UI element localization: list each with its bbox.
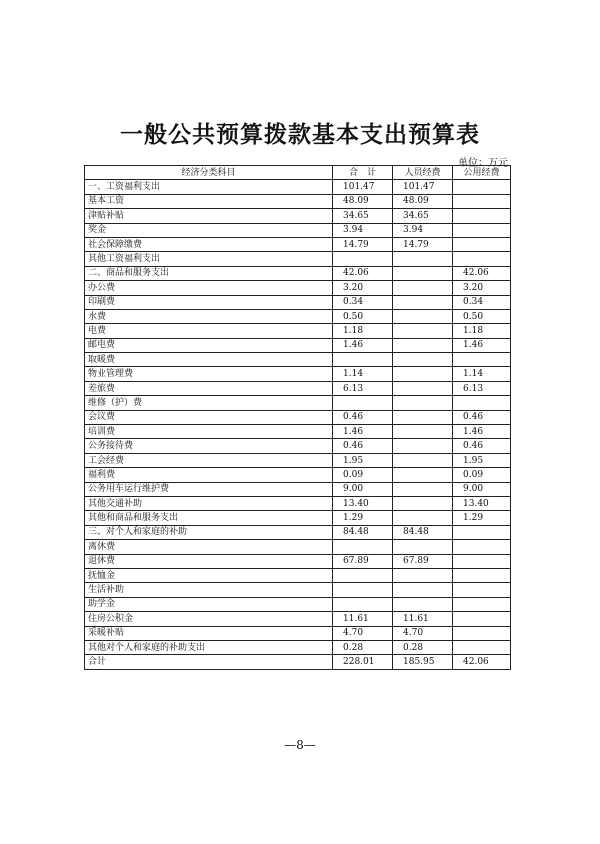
cell-category: 邮电费 bbox=[85, 338, 333, 352]
table-row bbox=[85, 194, 511, 208]
cell-total: 34.65 bbox=[333, 209, 393, 223]
cell-total: 14.79 bbox=[333, 237, 393, 251]
cell-public: 1.18 bbox=[453, 324, 511, 338]
table-row bbox=[85, 180, 511, 194]
cell-category: 其他工资福利支出 bbox=[85, 252, 333, 266]
table-row bbox=[85, 338, 511, 352]
cell-category: 抚恤金 bbox=[85, 568, 333, 582]
cell-total bbox=[333, 568, 393, 582]
cell-category: 取暖费 bbox=[85, 353, 333, 367]
cell-category: 助学金 bbox=[85, 597, 333, 611]
cell-personnel bbox=[393, 381, 453, 395]
cell-category: 其他对个人和家庭的补助支出 bbox=[85, 640, 333, 654]
cell-personnel: 34.65 bbox=[393, 209, 453, 223]
cell-category: 离休费 bbox=[85, 540, 333, 554]
cell-personnel: 11.61 bbox=[393, 612, 453, 626]
cell-category: 会议费 bbox=[85, 410, 333, 424]
cell-total bbox=[333, 396, 393, 410]
table-row bbox=[85, 597, 511, 611]
cell-total: 67.89 bbox=[333, 554, 393, 568]
cell-public: 6.13 bbox=[453, 381, 511, 395]
table-row bbox=[85, 223, 511, 237]
table-row bbox=[85, 209, 511, 223]
cell-total bbox=[333, 252, 393, 266]
unit-label: 单位：万元 bbox=[458, 158, 508, 169]
cell-public bbox=[453, 540, 511, 554]
table-row bbox=[85, 453, 511, 467]
cell-personnel: 14.79 bbox=[393, 237, 453, 251]
cell-personnel bbox=[393, 496, 453, 510]
cell-public bbox=[453, 180, 511, 194]
cell-personnel bbox=[393, 425, 453, 439]
cell-public: 0.46 bbox=[453, 439, 511, 453]
cell-public: 1.29 bbox=[453, 511, 511, 525]
cell-personnel bbox=[393, 540, 453, 554]
table-row bbox=[85, 468, 511, 482]
cell-public bbox=[453, 252, 511, 266]
cell-category: 基本工资 bbox=[85, 194, 333, 208]
cell-category: 津贴补贴 bbox=[85, 209, 333, 223]
cell-total: 9.00 bbox=[333, 482, 393, 496]
cell-total: 13.40 bbox=[333, 496, 393, 510]
cell-public: 1.95 bbox=[453, 453, 511, 467]
cell-total: 1.46 bbox=[333, 425, 393, 439]
cell-personnel bbox=[393, 410, 453, 424]
cell-personnel bbox=[393, 281, 453, 295]
cell-total: 0.28 bbox=[333, 640, 393, 654]
cell-public: 42.06 bbox=[453, 266, 511, 280]
cell-total bbox=[333, 583, 393, 597]
cell-public bbox=[453, 583, 511, 597]
cell-personnel bbox=[393, 252, 453, 266]
cell-total: 11.61 bbox=[333, 612, 393, 626]
cell-personnel bbox=[393, 266, 453, 280]
cell-public bbox=[453, 237, 511, 251]
cell-category: 公务接待费 bbox=[85, 439, 333, 453]
cell-category: 住房公积金 bbox=[85, 612, 333, 626]
table-row bbox=[85, 612, 511, 626]
cell-public: 0.46 bbox=[453, 410, 511, 424]
table-row bbox=[85, 583, 511, 597]
table-row bbox=[85, 324, 511, 338]
cell-personnel bbox=[393, 511, 453, 525]
cell-total: 4.70 bbox=[333, 626, 393, 640]
cell-public bbox=[453, 626, 511, 640]
cell-total: 1.95 bbox=[333, 453, 393, 467]
cell-category: 一、工资福利支出 bbox=[85, 180, 333, 194]
cell-total: 0.34 bbox=[333, 295, 393, 309]
cell-personnel bbox=[393, 309, 453, 323]
cell-public: 3.20 bbox=[453, 281, 511, 295]
cell-public bbox=[453, 640, 511, 654]
cell-category: 水费 bbox=[85, 309, 333, 323]
cell-public bbox=[453, 223, 511, 237]
cell-personnel: 4.70 bbox=[393, 626, 453, 640]
cell-total: 6.13 bbox=[333, 381, 393, 395]
cell-personnel bbox=[393, 324, 453, 338]
header-personnel: 人员经费 bbox=[393, 166, 453, 180]
table-row bbox=[85, 482, 511, 496]
cell-total: 0.46 bbox=[333, 439, 393, 453]
cell-public bbox=[453, 209, 511, 223]
cell-personnel: 0.28 bbox=[393, 640, 453, 654]
table-header-row bbox=[85, 166, 511, 180]
cell-category: 其他和商品和服务支出 bbox=[85, 511, 333, 525]
cell-personnel bbox=[393, 439, 453, 453]
cell-personnel: 67.89 bbox=[393, 554, 453, 568]
cell-personnel: 3.94 bbox=[393, 223, 453, 237]
cell-public bbox=[453, 554, 511, 568]
cell-personnel bbox=[393, 396, 453, 410]
cell-category: 公务用车运行维护费 bbox=[85, 482, 333, 496]
table-row bbox=[85, 626, 511, 640]
cell-category: 工会经费 bbox=[85, 453, 333, 467]
cell-total bbox=[333, 353, 393, 367]
cell-personnel bbox=[393, 583, 453, 597]
cell-total bbox=[333, 597, 393, 611]
cell-total: 0.50 bbox=[333, 309, 393, 323]
cell-personnel: 185.95 bbox=[393, 655, 453, 669]
cell-category: 社会保障缴费 bbox=[85, 237, 333, 251]
cell-personnel: 101.47 bbox=[393, 180, 453, 194]
cell-public: 0.09 bbox=[453, 468, 511, 482]
header-total: 合 计 bbox=[333, 166, 393, 180]
table-row bbox=[85, 309, 511, 323]
cell-personnel bbox=[393, 482, 453, 496]
cell-public bbox=[453, 194, 511, 208]
table-row bbox=[85, 295, 511, 309]
cell-public bbox=[453, 396, 511, 410]
table-row bbox=[85, 511, 511, 525]
page-number: —8— bbox=[284, 738, 316, 752]
cell-total bbox=[333, 540, 393, 554]
cell-total: 3.94 bbox=[333, 223, 393, 237]
header-public: 公用经费 bbox=[453, 166, 511, 180]
cell-public: 1.46 bbox=[453, 425, 511, 439]
cell-category: 合计 bbox=[85, 655, 333, 669]
cell-personnel bbox=[393, 295, 453, 309]
cell-category: 物业管理费 bbox=[85, 367, 333, 381]
table-row bbox=[85, 252, 511, 266]
cell-total: 42.06 bbox=[333, 266, 393, 280]
cell-total: 3.20 bbox=[333, 281, 393, 295]
cell-personnel bbox=[393, 597, 453, 611]
table-row bbox=[85, 554, 511, 568]
cell-public bbox=[453, 525, 511, 539]
cell-personnel: 84.48 bbox=[393, 525, 453, 539]
cell-public: 0.50 bbox=[453, 309, 511, 323]
cell-category: 采暖补贴 bbox=[85, 626, 333, 640]
cell-category: 福利费 bbox=[85, 468, 333, 482]
cell-personnel bbox=[393, 468, 453, 482]
cell-public: 13.40 bbox=[453, 496, 511, 510]
cell-total: 48.09 bbox=[333, 194, 393, 208]
cell-public bbox=[453, 568, 511, 582]
table-row bbox=[85, 396, 511, 410]
table-row bbox=[85, 655, 511, 669]
budget-table bbox=[84, 165, 511, 670]
cell-public bbox=[453, 353, 511, 367]
cell-personnel bbox=[393, 568, 453, 582]
cell-public: 0.34 bbox=[453, 295, 511, 309]
cell-total: 101.47 bbox=[333, 180, 393, 194]
cell-category: 其他交通补助 bbox=[85, 496, 333, 510]
cell-category: 培训费 bbox=[85, 425, 333, 439]
table-row bbox=[85, 568, 511, 582]
cell-personnel: 48.09 bbox=[393, 194, 453, 208]
table-row bbox=[85, 237, 511, 251]
table-row bbox=[85, 281, 511, 295]
cell-category: 三、对个人和家庭的补助 bbox=[85, 525, 333, 539]
cell-category: 差旅费 bbox=[85, 381, 333, 395]
table-row bbox=[85, 353, 511, 367]
table-body bbox=[85, 180, 511, 669]
table-row bbox=[85, 410, 511, 424]
cell-personnel bbox=[393, 353, 453, 367]
table-row bbox=[85, 266, 511, 280]
cell-category: 印刷费 bbox=[85, 295, 333, 309]
table-row bbox=[85, 540, 511, 554]
cell-total: 1.14 bbox=[333, 367, 393, 381]
table-row bbox=[85, 496, 511, 510]
cell-public: 1.46 bbox=[453, 338, 511, 352]
cell-category: 电费 bbox=[85, 324, 333, 338]
table-row bbox=[85, 640, 511, 654]
table-row bbox=[85, 367, 511, 381]
cell-public bbox=[453, 597, 511, 611]
header-category: 经济分类科目 bbox=[85, 166, 333, 180]
cell-category: 维修（护）费 bbox=[85, 396, 333, 410]
cell-public: 42.06 bbox=[453, 655, 511, 669]
cell-public: 1.14 bbox=[453, 367, 511, 381]
cell-total: 1.18 bbox=[333, 324, 393, 338]
cell-personnel bbox=[393, 367, 453, 381]
cell-category: 退休费 bbox=[85, 554, 333, 568]
cell-total: 0.09 bbox=[333, 468, 393, 482]
cell-personnel bbox=[393, 453, 453, 467]
cell-category: 办公费 bbox=[85, 281, 333, 295]
cell-category: 二、商品和服务支出 bbox=[85, 266, 333, 280]
cell-total: 1.29 bbox=[333, 511, 393, 525]
cell-personnel bbox=[393, 338, 453, 352]
cell-category: 生活补助 bbox=[85, 583, 333, 597]
cell-total: 228.01 bbox=[333, 655, 393, 669]
table-row bbox=[85, 425, 511, 439]
table-row bbox=[85, 439, 511, 453]
cell-public: 9.00 bbox=[453, 482, 511, 496]
cell-total: 84.48 bbox=[333, 525, 393, 539]
cell-total: 0.46 bbox=[333, 410, 393, 424]
cell-category: 奖金 bbox=[85, 223, 333, 237]
cell-total: 1.46 bbox=[333, 338, 393, 352]
table-row bbox=[85, 525, 511, 539]
page-title: 一般公共预算拨款基本支出预算表 bbox=[120, 121, 480, 148]
cell-public bbox=[453, 612, 511, 626]
table-row bbox=[85, 381, 511, 395]
